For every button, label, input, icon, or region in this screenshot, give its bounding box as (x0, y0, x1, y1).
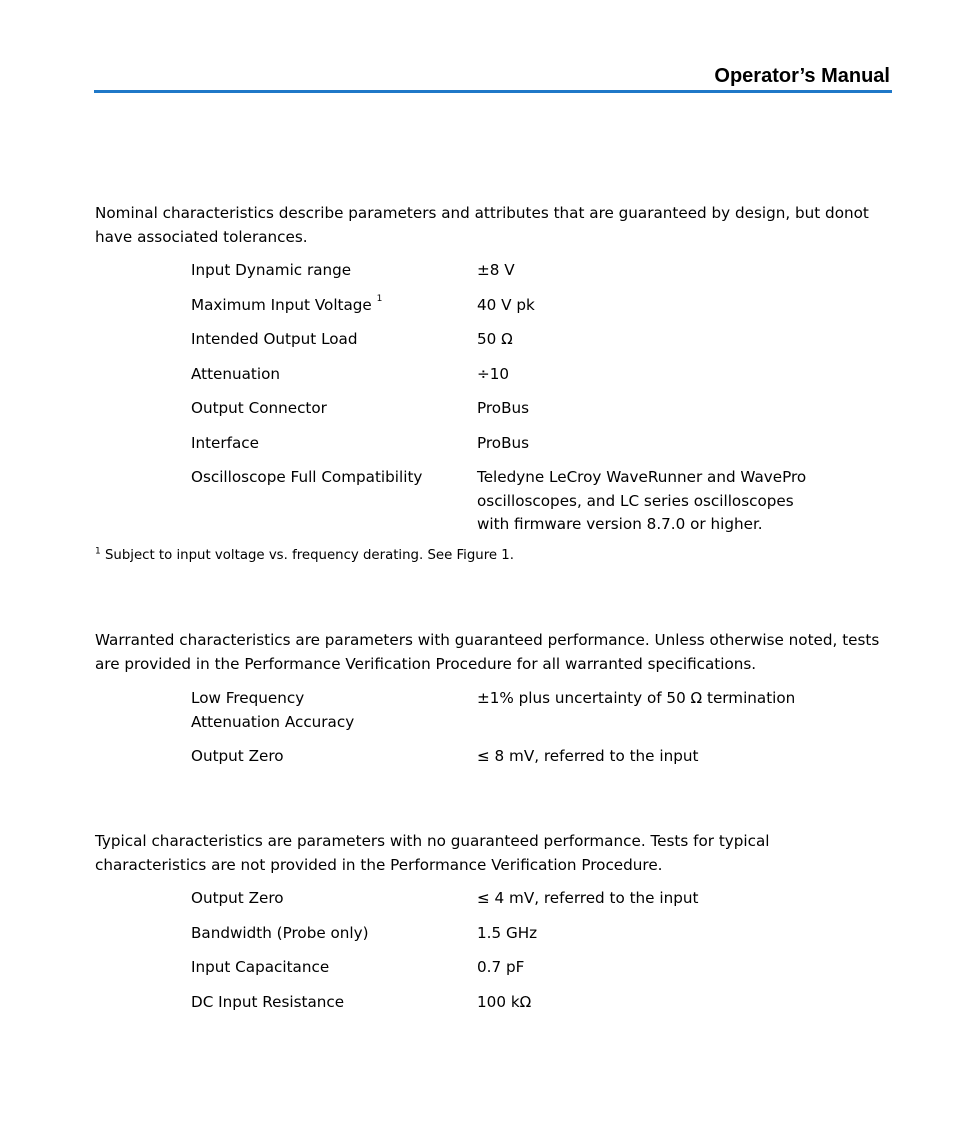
spec-label: Maximum Input Voltage (191, 295, 377, 314)
spec-value: ProBus (477, 433, 530, 452)
spec-label: Attenuation (191, 364, 281, 383)
spec-value: ±1% plus uncertainty of 50 Ω termination (477, 689, 796, 707)
spec-label-cell (191, 294, 477, 329)
spec-value: ±8 V (477, 261, 515, 279)
spec-label: Input Dynamic range (191, 261, 352, 279)
spec-value: ProBus (477, 399, 530, 417)
spec-value: 0.7 pF (477, 958, 525, 976)
nominal-spec-table (191, 259, 871, 548)
spec-label: Interface (191, 433, 259, 452)
spec-label: Output Zero (191, 889, 284, 907)
spec-row (191, 294, 871, 329)
footnote-text: Subject to input voltage vs. frequency derating. See Figure 1. (104, 548, 514, 563)
spec-row (191, 466, 871, 548)
footnote (95, 544, 514, 568)
spec-row (191, 259, 871, 294)
spec-value: ≤ 4 mV, referred to the input (477, 889, 699, 907)
spec-label: Input Capacitance (191, 958, 330, 976)
header-rule (94, 90, 892, 93)
spec-row (191, 397, 871, 432)
spec-label: Output Connector (191, 399, 327, 417)
warranted-intro: Warranted characteristics are parameters with guaranteed performance. Unless otherwise noted, tests are provided in the Performance Verification Procedure for all warranted specifications. (95, 631, 880, 673)
page-header-title: Operator’s Manual (714, 65, 890, 87)
spec-label: Low Frequency Attenuation Accuracy (191, 689, 355, 731)
spec-label: Bandwidth (Probe only) (191, 923, 369, 942)
spec-label: Output Zero (191, 747, 284, 765)
spec-label: DC Input Resistance (191, 992, 345, 1011)
footnote-mark: 1 (376, 294, 383, 305)
footnote-mark: 1 (95, 546, 101, 557)
spec-value: 100 kΩ (477, 992, 532, 1011)
spec-value: ÷10 (477, 364, 510, 383)
spec-label: Intended Output Load (191, 330, 358, 348)
spec-row (191, 432, 871, 467)
spec-value: 40 V pk (477, 295, 535, 314)
spec-row (191, 745, 871, 780)
warranted-spec-table (191, 687, 871, 780)
spec-label: Oscilloscope Full Compatibility (191, 468, 423, 486)
spec-row (191, 887, 871, 922)
spec-value: 50 Ω (477, 330, 513, 348)
typical-spec-table (191, 887, 871, 1025)
typical-intro: Typical characteristics are parameters with no guaranteed performance. Tests for typical characteristics are not provided in the Performance Verification Procedure. (95, 832, 770, 874)
spec-row (191, 363, 871, 398)
nominal-intro: Nominal characteristics describe parameters and attributes that are guaranteed by design, but donot have associated tolerances. (95, 204, 869, 246)
spec-value: 1.5 GHz (477, 923, 538, 942)
spec-row (191, 991, 871, 1026)
spec-row (191, 922, 871, 957)
spec-value: ≤ 8 mV, referred to the input (477, 747, 699, 765)
spec-row (191, 687, 871, 745)
spec-row (191, 328, 871, 363)
spec-value: Teledyne LeCroy WaveRunner and WavePro oscilloscopes, and LC series oscilloscopes with firmware version 8.7.0 or higher. (477, 468, 807, 533)
spec-row (191, 956, 871, 991)
